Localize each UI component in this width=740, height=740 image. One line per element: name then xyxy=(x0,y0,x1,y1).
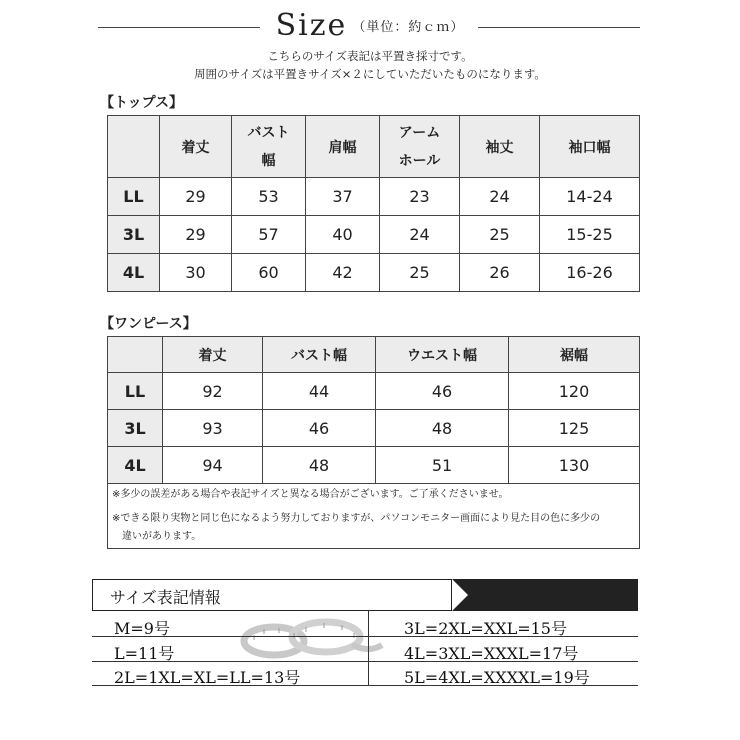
table-cell: 53 xyxy=(232,178,306,216)
table-cell: 42 xyxy=(306,254,380,292)
tops-col-sleeve: 袖丈 xyxy=(460,116,540,178)
table-cell: 130 xyxy=(509,447,640,484)
page-title xyxy=(0,8,740,43)
row-size-label: 3L xyxy=(108,216,160,254)
row-size-label: 3L xyxy=(108,410,163,447)
size-info-title: サイズ表記情報 xyxy=(110,588,221,607)
table-cell: 57 xyxy=(232,216,306,254)
tops-col-bust xyxy=(232,116,306,178)
table-cell: 120 xyxy=(509,373,640,410)
tops-col-armhole xyxy=(380,116,460,178)
tops-header-row xyxy=(108,116,640,178)
size-equivalence: 5L=4XL=XXXXL=19号 xyxy=(404,668,590,687)
table-cell: 94 xyxy=(163,447,263,484)
tops-col-armhole-line1: アーム xyxy=(398,124,441,141)
size-equivalence: 2L=1XL=XL=LL=13号 xyxy=(114,668,301,687)
onepiece-col-hem: 裾幅 xyxy=(509,337,640,373)
tops-col-shoulder: 肩幅 xyxy=(306,116,380,178)
size-equivalence: L=11号 xyxy=(114,644,175,663)
table-cell: 25 xyxy=(460,216,540,254)
table-cell: 48 xyxy=(376,410,509,447)
table-row xyxy=(108,254,640,292)
note-measure: こちらのサイズ表記は平置き採寸です。 xyxy=(267,49,473,63)
table-cell: 92 xyxy=(163,373,263,410)
tops-col-length: 着丈 xyxy=(160,116,232,178)
table-cell: 16-26 xyxy=(540,254,640,292)
onepiece-table xyxy=(107,336,640,549)
table-cell: 26 xyxy=(460,254,540,292)
tops-table xyxy=(107,115,640,292)
tops-col-bust-line2: 幅 xyxy=(261,152,276,169)
onepiece-header-row xyxy=(108,337,640,373)
row-size-label: LL xyxy=(108,373,163,410)
table-cell: 37 xyxy=(306,178,380,216)
table-row xyxy=(108,410,640,447)
title-unit: （単位：約ｃｍ） xyxy=(352,20,465,35)
table-cell: 30 xyxy=(160,254,232,292)
size-equivalence: 3L=2XL=XXL=15号 xyxy=(404,619,567,638)
table-cell: 25 xyxy=(380,254,460,292)
title-main: Size xyxy=(275,8,348,43)
note-line: ※できる限り実物と同じ色になるよう努力しておりますが、パソコンモニター画面により見た目の色に多少の xyxy=(112,513,601,524)
table-cell: 40 xyxy=(306,216,380,254)
row-size-label: 4L xyxy=(108,447,163,484)
row-size-label: 4L xyxy=(108,254,160,292)
note-circumference: 周囲のサイズは平置きサイズ×２にしていただいたものになります。 xyxy=(194,67,546,81)
onepiece-col-bust: バスト幅 xyxy=(263,337,376,373)
size-equivalence: M=9号 xyxy=(114,619,170,638)
notes-cell xyxy=(108,484,640,549)
table-cell: 125 xyxy=(509,410,640,447)
header-arrow xyxy=(452,579,468,611)
tape-measure-icon xyxy=(234,615,384,663)
row-size-label: LL xyxy=(108,178,160,216)
onepiece-col-waist: ウエスト幅 xyxy=(376,337,509,373)
table-cell: 29 xyxy=(160,216,232,254)
onepiece-corner xyxy=(108,337,163,373)
table-cell: 60 xyxy=(232,254,306,292)
table-row xyxy=(108,373,640,410)
note-line: 違いがあります。 xyxy=(122,531,202,542)
table-cell: 24 xyxy=(460,178,540,216)
table-cell: 24 xyxy=(380,216,460,254)
table-cell: 15-25 xyxy=(540,216,640,254)
tops-col-armhole-line2: ホール xyxy=(398,152,441,169)
divider xyxy=(368,611,369,686)
table-cell: 48 xyxy=(263,447,376,484)
note-line: ※多少の誤差がある場合や表記サイズと異なる場合がございます。ご了承くださいませ。 xyxy=(112,489,509,500)
size-equivalence: 4L=3XL=XXXL=17号 xyxy=(404,644,579,663)
tops-label: 【トップス】 xyxy=(100,95,184,111)
table-cell: 93 xyxy=(163,410,263,447)
onepiece-col-length: 着丈 xyxy=(163,337,263,373)
table-cell: 46 xyxy=(376,373,509,410)
notes-row xyxy=(108,484,640,549)
table-cell: 23 xyxy=(380,178,460,216)
table-row xyxy=(108,178,640,216)
tops-col-cuff: 袖口幅 xyxy=(540,116,640,178)
table-cell: 46 xyxy=(263,410,376,447)
table-cell: 51 xyxy=(376,447,509,484)
tops-col-bust-line1: バスト xyxy=(247,124,290,141)
tops-corner xyxy=(108,116,160,178)
table-cell: 29 xyxy=(160,178,232,216)
table-cell: 44 xyxy=(263,373,376,410)
table-cell: 14-24 xyxy=(540,178,640,216)
size-info-panel xyxy=(92,579,638,685)
table-row xyxy=(108,216,640,254)
table-row xyxy=(108,447,640,484)
onepiece-label: 【ワンピース】 xyxy=(100,316,197,332)
